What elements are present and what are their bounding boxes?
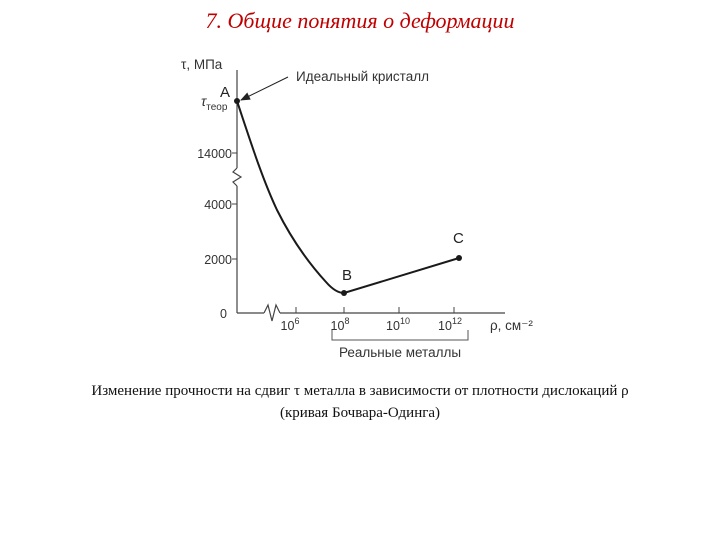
y-tick-label: 0 <box>220 307 227 321</box>
slide-title: 7. Общие понятия о деформации <box>205 8 515 33</box>
x-tick-label: $10^{12}$ <box>438 316 462 333</box>
x-tick-label: $10^{10}$ <box>386 316 410 333</box>
point-c-label: C <box>453 230 464 247</box>
point-a-label: A <box>220 84 231 101</box>
y-axis-break <box>233 168 241 186</box>
real-metals-label: Реальные металлы <box>338 345 462 360</box>
y-tick-label: 2000 <box>204 253 232 267</box>
annotation-arrow <box>241 77 288 100</box>
point-c-marker <box>456 255 462 261</box>
x-tick-label: $10^8$ <box>330 316 350 333</box>
caption-line-2: (кривая Бочвара-Одинга) <box>279 405 441 421</box>
y-theor-symbol: τ <box>201 93 207 109</box>
y-tick-label: 14000 <box>197 147 232 161</box>
point-b-label: B <box>342 267 353 284</box>
point-a-marker <box>234 98 240 104</box>
point-b-marker <box>341 290 347 296</box>
x-axis-label: ρ, см⁻² <box>490 318 533 333</box>
y-theor-subscript: теор <box>206 102 228 113</box>
caption-line-1: Изменение прочности на сдвиг τ металла в зависимости от плотности дислокаций ρ <box>91 383 629 399</box>
annotation-ideal-crystal: Идеальный кристалл <box>296 69 429 84</box>
y-tick-label: 4000 <box>204 198 232 212</box>
y-axis-label: τ, МПа <box>181 57 223 72</box>
curve-line <box>237 101 459 293</box>
x-tick-label: $10^6$ <box>280 316 300 333</box>
figure-caption <box>0 380 720 424</box>
x-axis-break <box>264 305 280 321</box>
